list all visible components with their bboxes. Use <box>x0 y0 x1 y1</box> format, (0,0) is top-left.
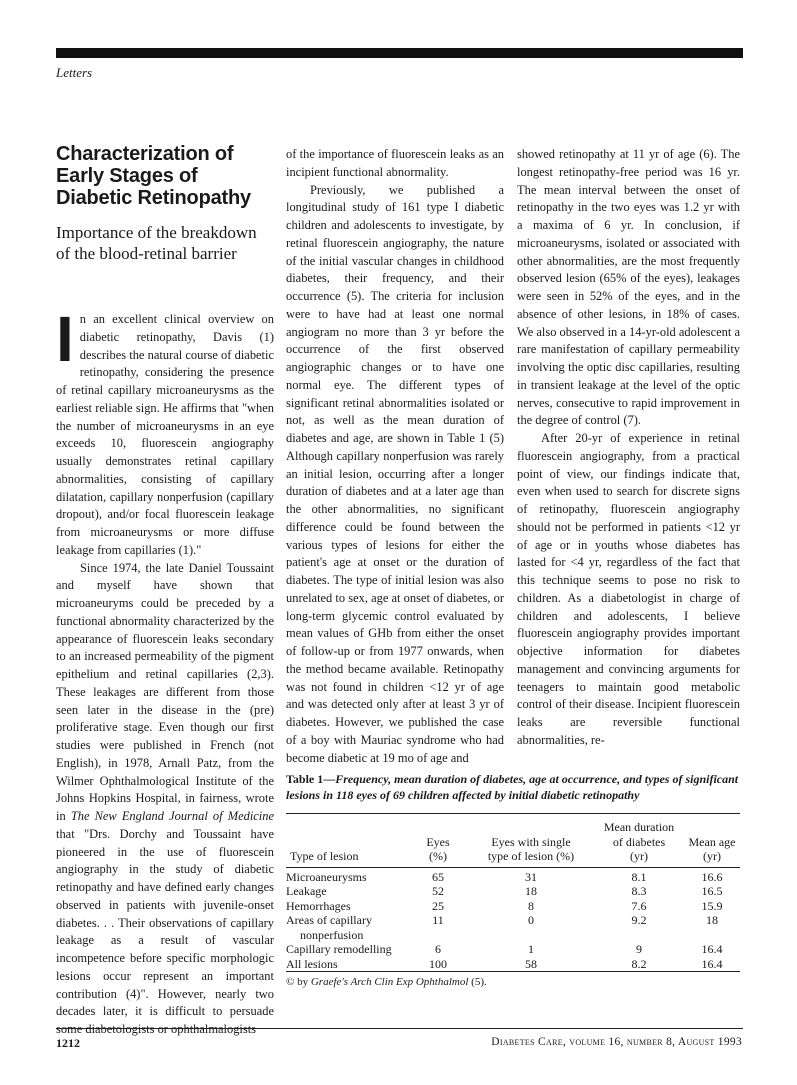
cell-type: Hemorrhages <box>286 898 351 913</box>
col-header-type: Type of lesion <box>290 849 359 863</box>
cell-duration: 8.3 <box>631 884 647 898</box>
paragraph <box>56 560 274 1039</box>
paragraph: Previously, we published a longitudinal study of 161 type I diabetic children and adolescents to investigate, by retinal fluorescein angiography, the nature of the initial vascular changes in childhood diabetes, their frequency, and their occurrence (5). The criteria for inclusion were to have had at least one normal angiogram no more than 3 yr before the occurrence of the first observed angiographic changes or to have one normal eye. The different types of significant retinal abnormalities isolated or not, as well as the mean duration of diabetes and age, are shown in Table 1 (5) Although capillary nonperfusion was rarely an initial lesion, occurring after a longer duration of diabetes and at a later age than the other abnormalities, no significant difference could be found between the various types of lesions for either the patient's age at onset or the duration of diabetes. The type of initial lesion was also unrelated to sex, age at onset of diabetes, or long-term glycemic control evaluated by mean values of GHb from either the onset of follow-up or from 1977 onwards, when the method became available. Retinopathy was not found in children <12 yr of age and was detected only after at least 3 yr of diabetes. However, we published the case of a boy with Mauriac syndrome who had become diabetic at 19 mo of age and <box>286 182 504 765</box>
cell-age: 16.4 <box>701 956 723 971</box>
cell-eyes: 6 <box>435 942 441 956</box>
column-1 <box>56 303 274 1039</box>
journal-name: The New England Journal of Medicine <box>70 809 274 823</box>
cell-eyes: 100 <box>429 956 447 971</box>
page-number: 1212 <box>56 1036 80 1050</box>
paragraph <box>56 303 274 560</box>
data-table <box>286 814 740 971</box>
footer-rule <box>56 1028 743 1029</box>
col-header-single: Eyes with single type of lesion (%) <box>487 834 575 863</box>
cell-age: 18 <box>706 913 718 927</box>
cell-single: 18 <box>525 884 537 898</box>
cell-eyes: 52 <box>432 884 444 898</box>
cell-type: Areas of capillary nonperfusion <box>286 913 372 942</box>
journal-citation: Diabetes Care, volume 16, number 8, August 1993 <box>491 1036 742 1048</box>
paragraph: After 20-yr of experience in retinal fluorescein angiography, from a practical point of view, our findings indicate that, even when used to search for discrete signs of retinopathy, fluorescein angiography should not be performed in patients <12 yr of age or in youths whose diabetes has lasted for <4 yr, regardless of the fact that this technique seems to pose no risk to children. As a diabetologist in charge of children and adolescents, I believe fluorescein angiography provides important objective information for diabetes management and convincing arguments for teenagers to maintain good metabolic control of their disease. Incipient fluorescein leaks are reversible functional abnormalities, re- <box>517 431 740 747</box>
cell-age: 15.9 <box>701 898 723 913</box>
article-subtitle: Importance of the breakdown of the blood-retinal barrier <box>56 223 257 263</box>
cell-type: Microaneurysms <box>286 869 367 884</box>
table-row <box>286 884 740 899</box>
cell-eyes: 11 <box>432 913 444 927</box>
cell-type: Capillary remodelling <box>286 942 392 956</box>
table-row <box>286 870 740 885</box>
table-rule-mid <box>286 867 740 868</box>
paragraph-text: that "Drs. Dorchy and Toussaint have pioneered in the use of fluorescein angiography in the study of diabetic retinopathy and have defined early changes observed in patients with juvenile-onset diabetes. . . Their observations of capillary leakage as a result of vascular incompetence before specific morphologic lesions occur represent an important contribution (4)". However, nearly two decades later, it is difficult to persuade some diabetologists or ophthalmalogists <box>56 826 274 1036</box>
table-row <box>286 957 740 972</box>
table-row <box>286 942 740 957</box>
cell-age: 16.6 <box>701 869 723 884</box>
cell-single: 1 <box>528 942 534 956</box>
cell-eyes: 25 <box>432 898 444 913</box>
col-header-duration: Mean duration of diabetes (yr) <box>603 820 675 863</box>
table-rule-bottom <box>286 971 740 972</box>
paragraph-text: n an excellent clinical overview on diabetic retinopathy, Davis (1) describes the natural course of diabetic retinopathy, considering the presence of retinal capillary microaneurysms as the earliest reliable sign. He affirms that "when the number of microaneurysms in an eye exceeds 10, fluorescein angiography usually demonstrates retinal capillary abnormalities, consisting of capillary dilatation, capillary nonperfusion (capillary dropout), and/or focal fluorescein leakage from microaneurysms or more diffuse leakage from capillaries (1)." <box>56 312 274 557</box>
cell-single: 31 <box>525 869 537 884</box>
col-header-eyes: Eyes (%) <box>426 834 450 863</box>
cell-type: Leakage <box>286 884 327 898</box>
column-2 <box>286 146 504 767</box>
column-3 <box>517 146 740 750</box>
table-row <box>286 899 740 914</box>
table-caption <box>286 772 740 803</box>
table-label: Table 1— <box>286 772 336 786</box>
cell-single: 8 <box>528 898 534 913</box>
col-header-age: Mean age (yr) <box>688 834 736 863</box>
cell-eyes: 65 <box>432 869 444 884</box>
cell-age: 16.4 <box>701 942 723 956</box>
table-caption-text: Frequency, mean duration of diabetes, age at occurrence, and types of significant lesions in 118 eyes of 69 children affected by initial diabetic retinopathy <box>286 772 739 802</box>
section-label: Letters <box>56 65 93 80</box>
paragraph: of the importance of fluorescein leaks as an incipient functional abnormality. <box>286 147 504 179</box>
paragraph-text: Since 1974, the late Daniel Toussaint and myself have shown that microaneuryms could be preceded by a functional abnormality characterized by the appearance of fluorescein leaks secondary to an increased permeability of the pigment epithelium and retinal capillaries (2,3). These leakages are different from those seen later in the disease in the (pre) proliferative stage. Even though our first studies were published in French (not English), in 1978, Arnall Patz, from the Wilmer Ophthalmological Institute of the Johns Hopkins Hospital, in fairness, wrote in <box>56 560 274 823</box>
header-bar <box>56 48 743 58</box>
cell-age: 16.5 <box>701 884 723 898</box>
footnote-source: Graefe's Arch Clin Exp Ophthalmol <box>310 976 469 988</box>
paragraph: showed retinopathy at 11 yr of age (6). The longest retinopathy-free period was 16 yr. The mean interval between the onset of retinopathy in the two eyes was 1.2 yr with a maxima of 6 yr. In conclusion, if microaneurysms, isolated or associated with other abnormalities, are the most frequently observed lesion (65% of the eyes), leakages were seen in 52% of the eyes, and in the absence of other lesions, in 18% of cases. We also observed in a 14-yr-old adolescent a rare manifestation of capillary permeability involving the optic disc capillaries, resulting in transient leakage at the level of the optic nerves, consecutive to rapid improvement in the degree of control (7). <box>517 147 740 428</box>
cell-duration: 9 <box>636 942 642 956</box>
cell-single: 0 <box>528 913 534 927</box>
cell-duration: 7.6 <box>631 898 647 913</box>
article-title: Characterization of Early Stages of Diabetic Retinopathy <box>56 143 251 209</box>
dropcap: I <box>56 303 74 375</box>
table-row <box>286 913 740 942</box>
cell-duration: 8.1 <box>631 869 647 884</box>
table-1 <box>286 772 740 989</box>
cell-duration: 8.2 <box>631 956 647 971</box>
table-footnote: © by Graefe's Arch Clin Exp Ophthalmol (5). <box>286 976 487 988</box>
cell-duration: 9.2 <box>631 913 647 927</box>
cell-single: 58 <box>525 956 537 971</box>
cell-type: All lesions <box>286 956 338 971</box>
